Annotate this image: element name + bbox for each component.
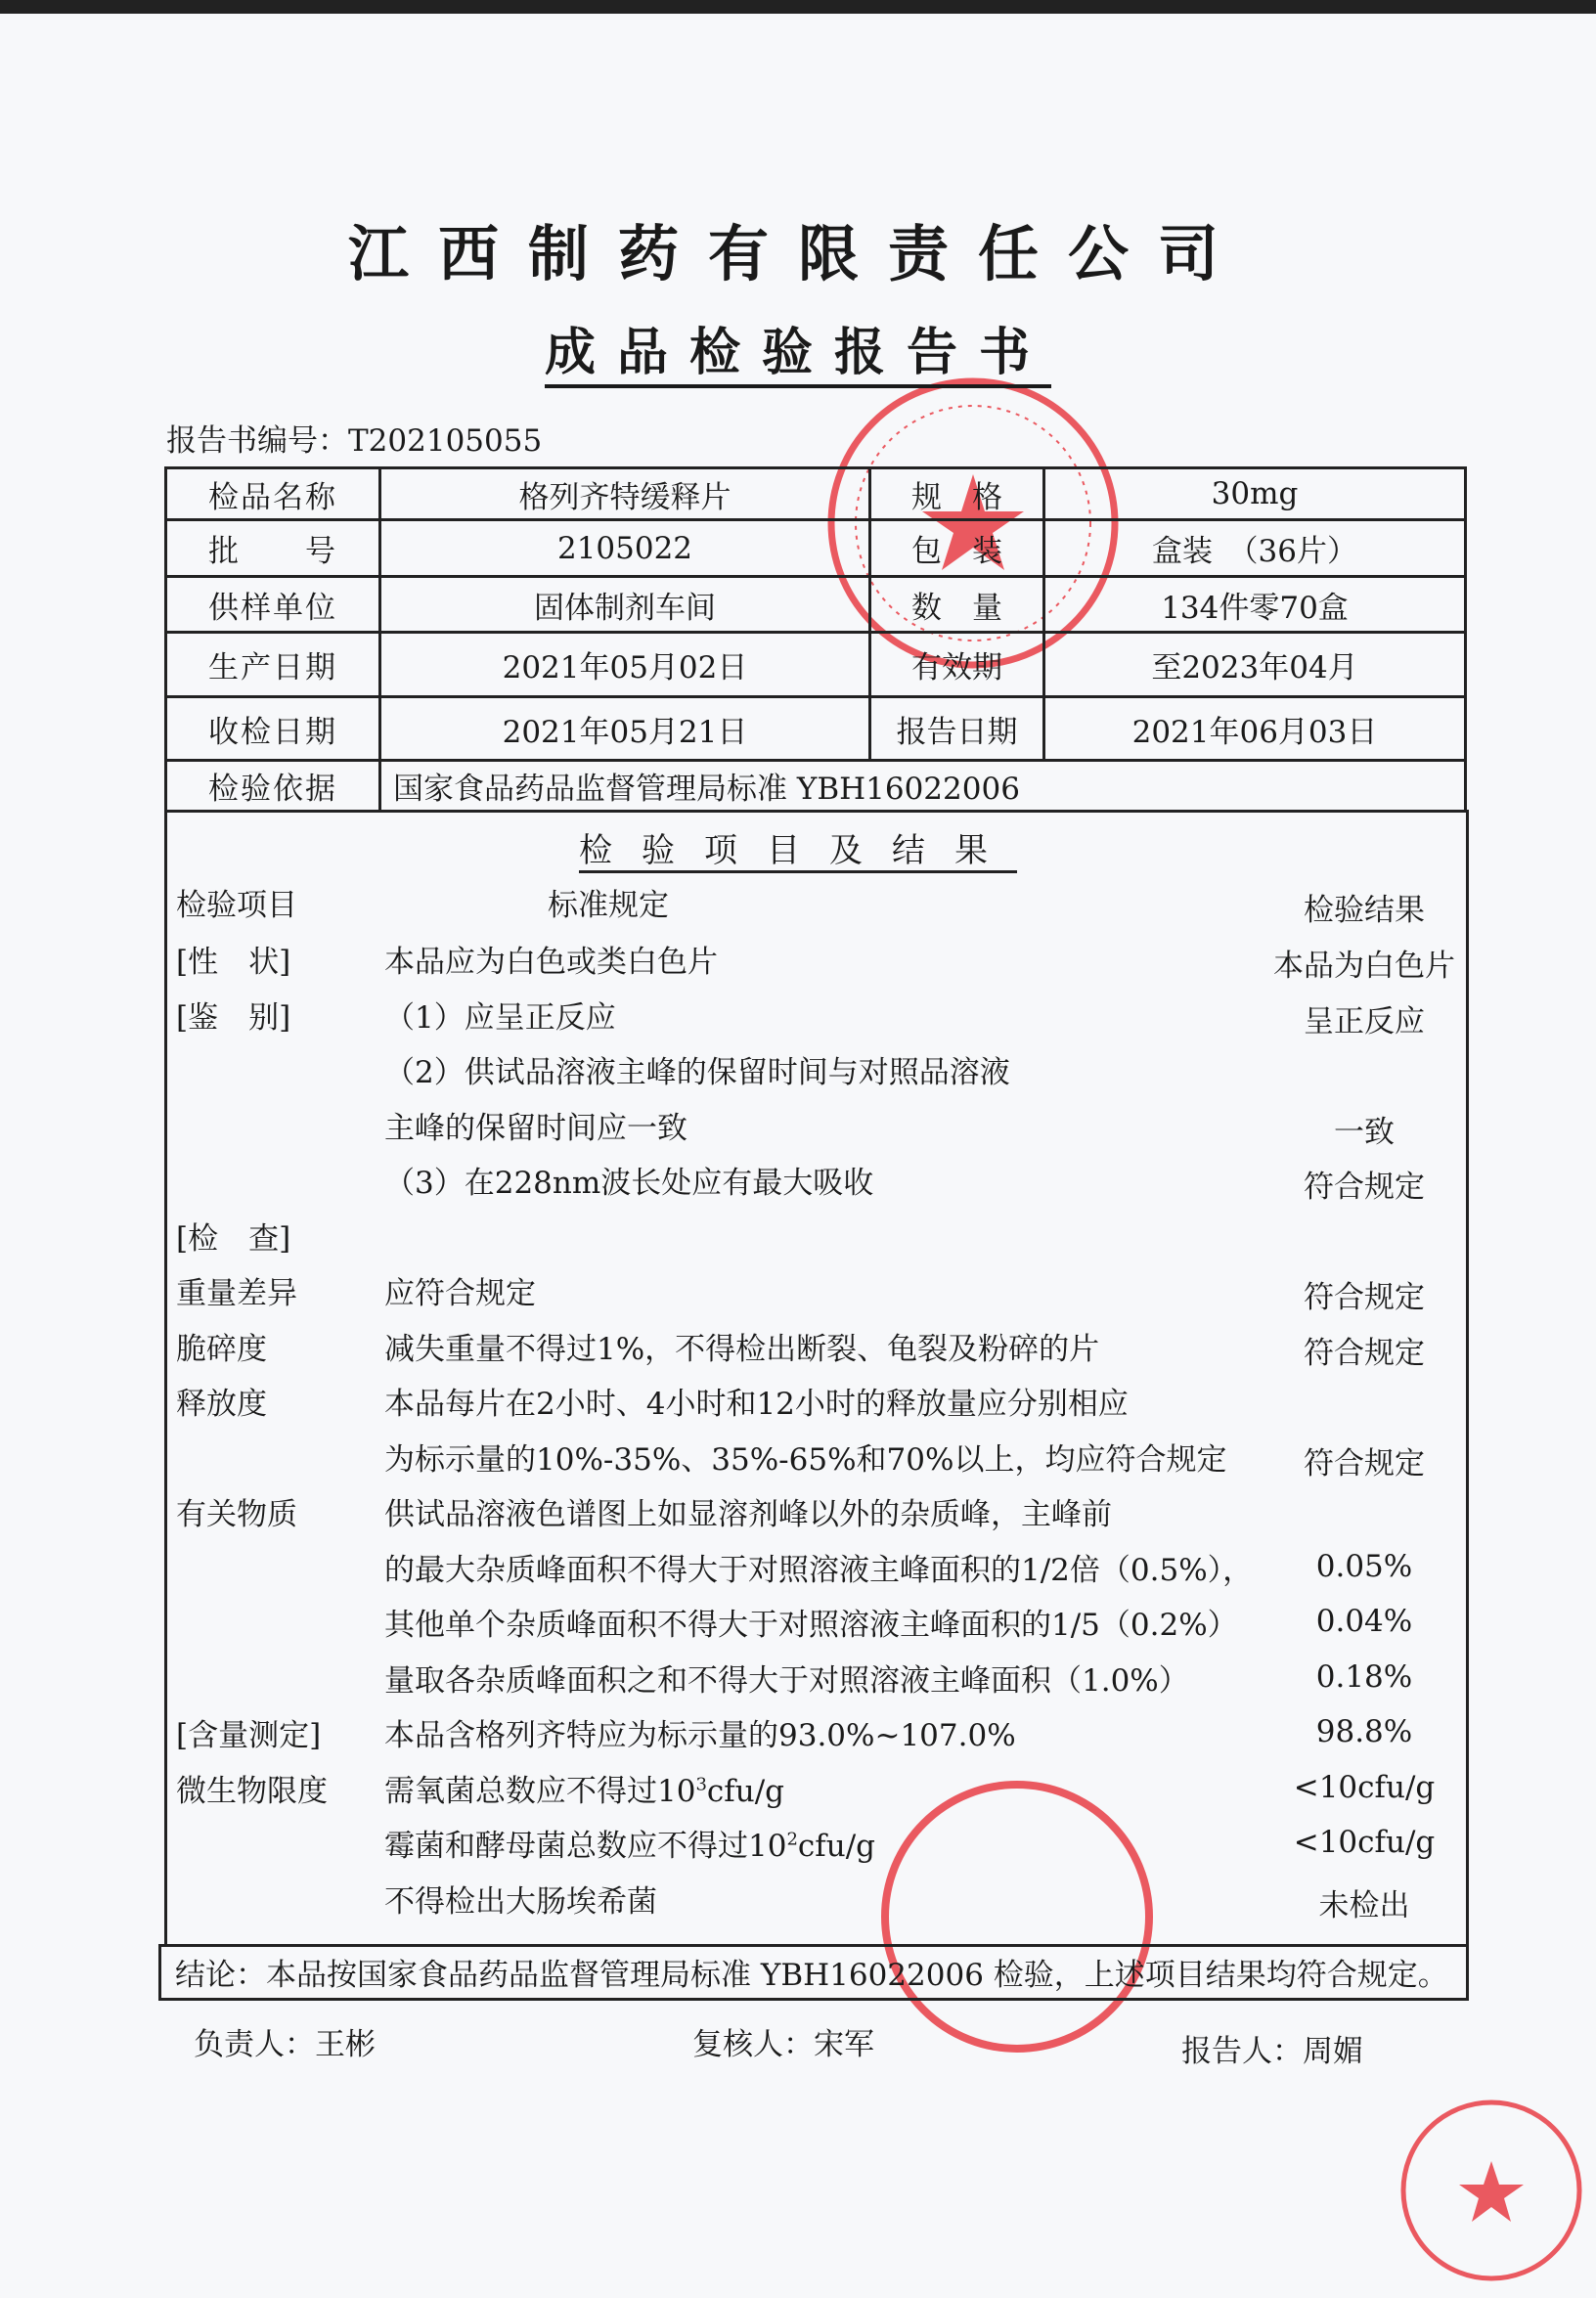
label-batch: 批 号 bbox=[166, 520, 380, 577]
result-standard: （3）在228nm波长处应有最大吸收 bbox=[384, 1166, 874, 1201]
result-value: 0.04% bbox=[1315, 1604, 1413, 1639]
result-item: 脆碎度 bbox=[176, 1331, 267, 1367]
result-standard: 量取各杂质峰面积之和不得大于对照溶液主峰面积（1.0%） bbox=[384, 1662, 1189, 1699]
col-standard-header: 标准规定 bbox=[548, 888, 669, 923]
signature-responsible: 负责人：王彬 bbox=[194, 2027, 376, 2062]
result-value: 0.05% bbox=[1315, 1548, 1413, 1584]
conclusion: 结论：本品按国家食品药品监督管理局标准 YBH16022006 检验，上述项目结果均符合规定。 bbox=[158, 1944, 1469, 2001]
product-name: 格列齐特缓释片 bbox=[380, 468, 870, 520]
result-standard: 本品含格列齐特应为标示量的93.0%~107.0% bbox=[384, 1718, 1016, 1753]
result-item: 重量差异 bbox=[176, 1276, 297, 1311]
result-standard: （2）供试品溶液主峰的保留时间与对照品溶液 bbox=[384, 1055, 1010, 1090]
signature-reporter: 报告人：周媚 bbox=[1181, 2034, 1363, 2069]
result-item: 微生物限度 bbox=[176, 1773, 328, 1809]
company-name: 江西制药有限责任公司 bbox=[347, 218, 1248, 289]
label-receive-date: 收检日期 bbox=[166, 697, 380, 761]
expiry: 至2023年04月 bbox=[1044, 633, 1466, 697]
col-result-header: 检验结果 bbox=[1304, 893, 1425, 928]
label-spec: 规 格 bbox=[870, 468, 1044, 520]
result-standard bbox=[384, 1821, 875, 1865]
result-value: 未检出 bbox=[1318, 1887, 1410, 1923]
signature-reviewer: 复核人：宋军 bbox=[692, 2027, 874, 2062]
document-title: 成品检验报告书 bbox=[0, 311, 1596, 384]
standard-part: cfu/g bbox=[706, 1773, 784, 1809]
result-item: 有关物质 bbox=[176, 1497, 297, 1532]
result-value: 符合规定 bbox=[1304, 1335, 1425, 1371]
result-standard: 主峰的保留时间应一致 bbox=[384, 1110, 687, 1146]
label-basis: 检验依据 bbox=[166, 761, 380, 812]
standard-part: 3 bbox=[695, 1774, 707, 1795]
result-value: 0.18% bbox=[1315, 1658, 1413, 1695]
result-value: 符合规定 bbox=[1304, 1280, 1425, 1315]
standard-part: 2 bbox=[786, 1829, 798, 1850]
package: 盒装 （36片） bbox=[1044, 520, 1466, 577]
result-standard: 本品应为白色或类白色片 bbox=[384, 945, 718, 980]
result-value: 呈正反应 bbox=[1304, 1003, 1425, 1039]
label-mfg-date: 生产日期 bbox=[166, 633, 380, 697]
product-info-table bbox=[164, 466, 1467, 813]
result-item: 释放度 bbox=[176, 1387, 267, 1422]
batch: 2105022 bbox=[380, 520, 870, 577]
result-item: [鉴 别] bbox=[176, 999, 291, 1036]
result-standard bbox=[384, 1766, 784, 1810]
result-value: 一致 bbox=[1334, 1114, 1395, 1150]
result-standard: 不得检出大肠埃希菌 bbox=[384, 1883, 657, 1920]
label-expiry: 有效期 bbox=[870, 633, 1044, 697]
result-value: 符合规定 bbox=[1304, 1170, 1425, 1205]
standard-part: 需氧菌总数应不得过10 bbox=[384, 1773, 696, 1809]
result-standard: 的最大杂质峰面积不得大于对照溶液主峰面积的1/2倍（0.5%）， bbox=[384, 1552, 1254, 1588]
result-standard: 减失重量不得过1%，不得检出断裂、龟裂及粉碎的片 bbox=[384, 1331, 1100, 1367]
result-value: 符合规定 bbox=[1304, 1445, 1425, 1481]
label-supplier: 供样单位 bbox=[166, 577, 380, 633]
result-standard: （1）应呈正反应 bbox=[384, 999, 616, 1036]
label-product-name: 检品名称 bbox=[166, 468, 380, 520]
result-item: [检 查] bbox=[176, 1220, 291, 1257]
result-standard: 本品每片在2小时、4小时和12小时的释放量应分别相应 bbox=[384, 1387, 1129, 1422]
supplier: 固体制剂车间 bbox=[380, 577, 870, 633]
label-report-date: 报告日期 bbox=[870, 697, 1044, 761]
mfg-date: 2021年05月02日 bbox=[380, 633, 870, 697]
result-value: <10cfu/g bbox=[1293, 1825, 1436, 1860]
label-quantity: 数 量 bbox=[870, 577, 1044, 633]
result-standard: 其他单个杂质峰面积不得大于对照溶液主峰面积的1/5（0.2%） bbox=[384, 1608, 1238, 1643]
basis: 国家食品药品监督管理局标准 YBH16022006 bbox=[380, 761, 1466, 812]
result-standard: 应符合规定 bbox=[384, 1276, 536, 1311]
result-item: [性 状] bbox=[176, 945, 291, 980]
result-value: 本品为白色片 bbox=[1273, 949, 1455, 984]
standard-part: cfu/g bbox=[797, 1829, 875, 1864]
report-number: 报告书编号：T202105055 bbox=[166, 423, 543, 459]
report-date: 2021年06月03日 bbox=[1044, 697, 1466, 761]
receive-date: 2021年05月21日 bbox=[380, 697, 870, 761]
col-item-header: 检验项目 bbox=[176, 888, 297, 923]
result-standard: 为标示量的10%-35%、35%-65%和70%以上，均应符合规定 bbox=[384, 1441, 1227, 1478]
quantity: 134件零70盒 bbox=[1044, 577, 1466, 633]
label-package: 包 装 bbox=[870, 520, 1044, 577]
result-value: <10cfu/g bbox=[1293, 1769, 1436, 1805]
result-value: 98.8% bbox=[1315, 1714, 1413, 1749]
spec: 30mg bbox=[1044, 468, 1466, 520]
results-section-title: 检验项目及结果 bbox=[0, 823, 1596, 871]
scan-edge bbox=[0, 0, 1596, 14]
inspection-seal-stamp bbox=[1394, 2093, 1589, 2288]
result-item: [含量测定] bbox=[176, 1718, 322, 1753]
standard-part: 霉菌和酵母菌总数应不得过10 bbox=[384, 1829, 787, 1864]
result-standard: 供试品溶液色谱图上如显溶剂峰以外的杂质峰，主峰前 bbox=[384, 1497, 1112, 1532]
